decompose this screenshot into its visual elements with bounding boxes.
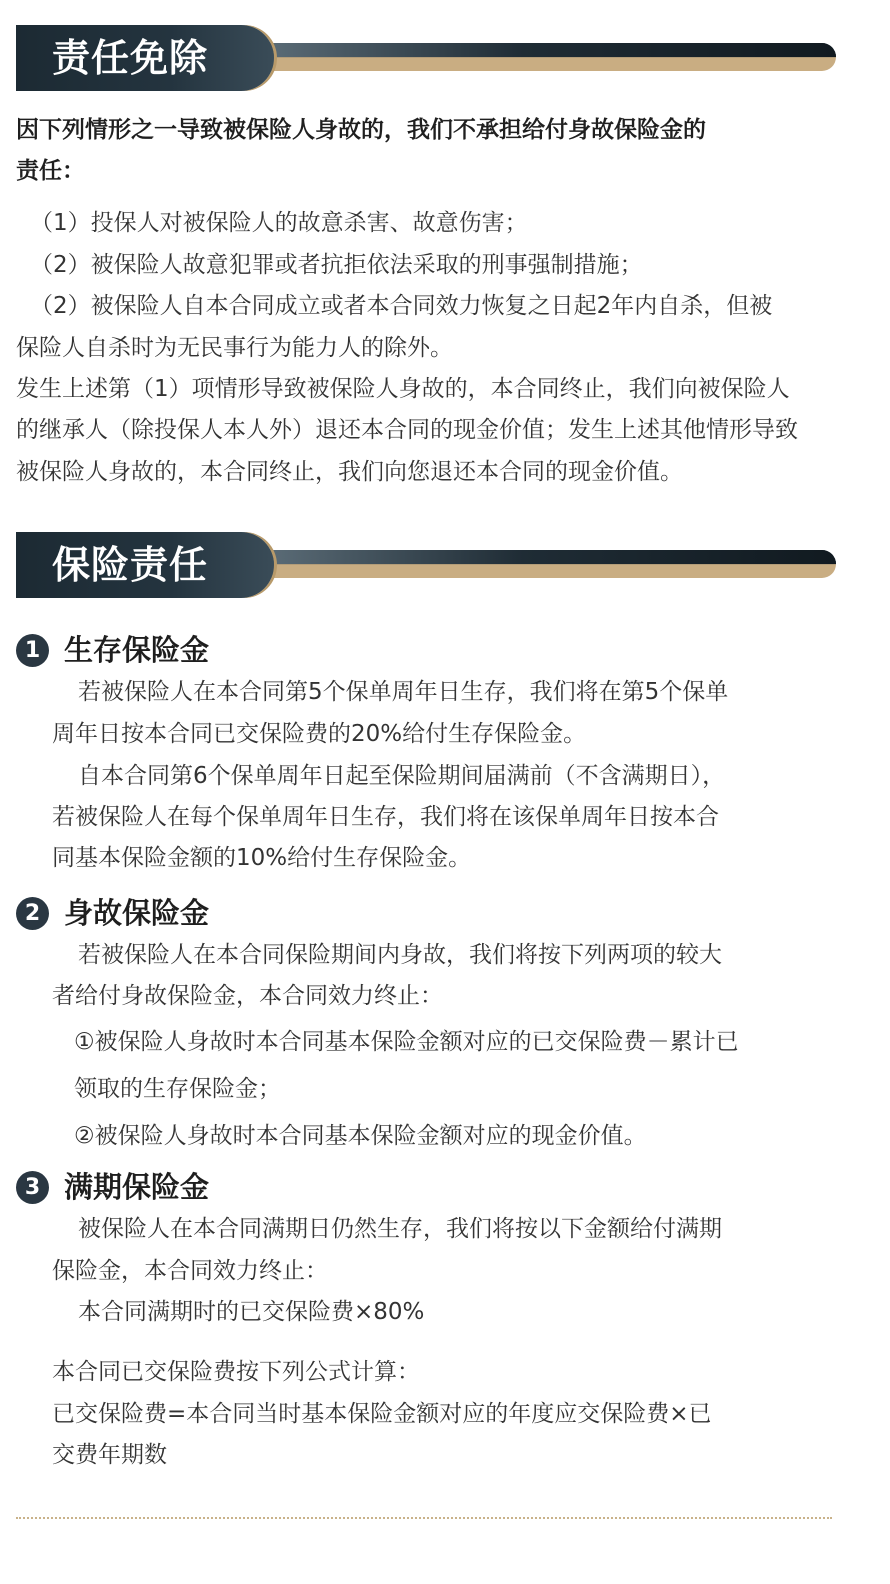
number-badge-icon: 2 — [16, 897, 49, 930]
exclusion-item-line: 被保险人身故的，本合同终止，我们向您退还本合同的现金价值。 — [16, 459, 683, 485]
section-title: 责任免除 — [52, 36, 209, 80]
coverage-text-line: 同基本保险金额的10%给付生存保险金。 — [52, 845, 472, 871]
coverage-text-line: 若被保险人在本合同第5个保单周年日生存，我们将在第5个保单 — [78, 679, 729, 705]
exclusion-item-line: （2）被保险人自本合同成立或者本合同效力恢复之日起2年内自杀，但被 — [30, 293, 773, 319]
exclusion-item-line: 发生上述第（1）项情形导致被保险人身故的，本合同终止，我们向被保险人 — [16, 376, 790, 402]
coverage-item-title: 身故保险金 — [64, 896, 210, 930]
coverage-text-line: 保险金，本合同效力终止： — [52, 1258, 328, 1284]
exclusion-item-line: 保险人自杀时为无民事行为能力人的除外。 — [16, 335, 453, 361]
formula-text-line: 本合同已交保险费按下列公式计算： — [52, 1359, 420, 1385]
section-header-exclusion — [16, 25, 836, 91]
coverage-text-line: 周年日按本合同已交保险费的20%给付生存保险金。 — [52, 721, 587, 747]
coverage-text-line: 被保险人在本合同满期日仍然生存，我们将按以下金额给付满期 — [78, 1216, 722, 1242]
coverage-text-line: 若被保险人在本合同保险期间内身故，我们将按下列两项的较大 — [78, 942, 722, 968]
exclusion-item-line: （2）被保险人故意犯罪或者抗拒依法采取的刑事强制措施； — [30, 252, 643, 278]
exclusion-intro-line: 因下列情形之一导致被保险人身故的，我们不承担给付身故保险金的 — [16, 117, 706, 143]
section-title: 保险责任 — [52, 543, 209, 587]
coverage-text-line: 自本合同第6个保单周年日起至保险期间届满前（不含满期日）， — [78, 763, 726, 789]
coverage-text-line: 领取的生存保险金； — [74, 1076, 281, 1102]
coverage-item-title: 生存保险金 — [64, 633, 210, 667]
header-decorative-bar — [266, 43, 836, 71]
header-decorative-bar — [266, 550, 836, 578]
coverage-text-line: 者给付身故保险金，本合同效力终止： — [52, 983, 443, 1009]
section-header-coverage — [16, 532, 836, 598]
coverage-text-line: 本合同满期时的已交保险费×80% — [78, 1299, 425, 1325]
coverage-text-line: 若被保险人在每个保单周年日生存，我们将在该保单周年日按本合 — [52, 804, 719, 830]
number-badge-icon: 3 — [16, 1171, 49, 1204]
divider — [16, 1517, 832, 1519]
exclusion-item-line: （1）投保人对被保险人的故意杀害、故意伤害； — [30, 210, 528, 236]
exclusion-item-line: 的继承人（除投保人本人外）退还本合同的现金价值；发生上述其他情形导致 — [16, 417, 798, 443]
exclusion-intro-line: 责任： — [16, 158, 85, 184]
coverage-text-line: ①被保险人身故时本合同基本保险金额对应的已交保险费－累计已 — [74, 1029, 739, 1055]
formula-text-line: 已交保险费=本合同当时基本保险金额对应的年度应交保险费×已 — [52, 1401, 712, 1427]
coverage-item-title: 满期保险金 — [64, 1170, 210, 1204]
number-badge-icon: 1 — [16, 634, 49, 667]
coverage-text-line: ②被保险人身故时本合同基本保险金额对应的现金价值。 — [74, 1123, 647, 1149]
formula-text-line: 交费年期数 — [52, 1442, 167, 1468]
